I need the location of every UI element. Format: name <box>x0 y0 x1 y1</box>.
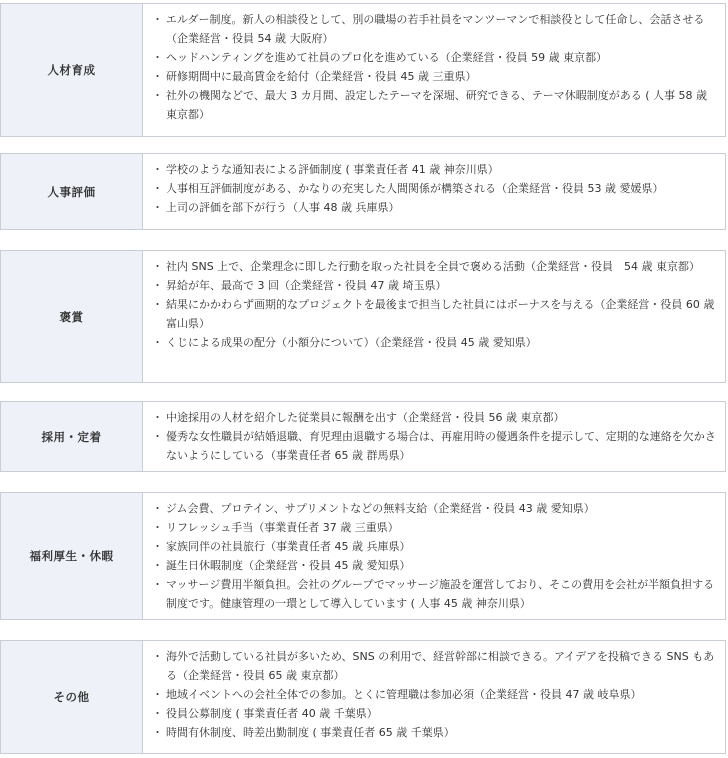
section-items <box>143 154 725 229</box>
list-item: ・ 中途採用の人材を紹介した従業員に報酬を出す（企業経営・役員 56 歳 東京都） <box>154 408 717 427</box>
list-item: ・ 役員公募制度 ( 事業責任者 40 歳 千葉県） <box>154 704 717 723</box>
section-saiyou-teichaku <box>0 401 726 472</box>
section-items <box>143 493 725 619</box>
list-item: ・ くじによる成果の配分（小額分について）（企業経営・役員 45 歳 愛知県） <box>154 333 717 352</box>
section-items <box>143 4 725 136</box>
section-jinzai-ikusei <box>0 3 726 137</box>
list-item: ・ 誕生日休暇制度（企業経営・役員 45 歳 愛知県） <box>154 556 717 575</box>
list-item: ・ エルダー制度。新人の相談役として、別の職場の若手社員をマンツーマンで相談役として任命し、会話させる（企業経営・役員 54 歳 大阪府） <box>154 10 717 48</box>
list-item: ・ 学校のような通知表による評価制度 ( 事業責任者 41 歳 神奈川県） <box>154 160 717 179</box>
section-items <box>143 251 725 382</box>
list-item: ・ リフレッシュ手当（事業責任者 37 歳 三重県） <box>154 518 717 537</box>
section-label: 人事評価 <box>1 154 143 229</box>
list-item: ・ 地域イベントへの会社全体での参加。とくに管理職は参加必須（企業経営・役員 47 歳 岐阜県） <box>154 685 717 704</box>
list-item: ・ ヘッドハンティングを進めて社員のプロ化を進めている（企業経営・役員 59 歳 東京都） <box>154 48 717 67</box>
list-item: ・ 上司の評価を部下が行う（人事 48 歳 兵庫県） <box>154 198 717 217</box>
section-items <box>143 402 725 471</box>
section-fukuri-kousei <box>0 492 726 620</box>
list-item: ・ 昇給が年、最高で 3 回（企業経営・役員 47 歳 埼玉県） <box>154 276 717 295</box>
list-item: ・ 社内 SNS 上で、企業理念に即した行動を取った社員を全員で褒める活動（企業経営・役員 54 歳 東京都） <box>154 257 717 276</box>
list-item: ・ 優秀な女性職員が結婚退職、育児理由退職する場合は、再雇用時の優遇条件を提示して、定期的な連絡を欠かさないようにしている（事業責任者 65 歳 群馬県） <box>154 427 717 465</box>
section-label: 褒賞 <box>1 251 143 382</box>
list-item: ・ 結果にかかわらず画期的なプロジェクトを最後まで担当した社員にはボーナスを与える（企業経営・役員 60 歳 富山県） <box>154 295 717 333</box>
section-label: 採用・定着 <box>1 402 143 471</box>
section-items <box>143 641 725 753</box>
section-houshou <box>0 250 726 383</box>
section-jinji-hyouka <box>0 153 726 230</box>
list-item: ・ 人事相互評価制度がある、かなりの充実した人間関係が構築される（企業経営・役員 53 歳 愛媛県） <box>154 179 717 198</box>
list-item: ・ 海外で活動している社員が多いため、SNS の利用で、経営幹部に相談できる。アイデアを投稿できる SNS もある（企業経営・役員 65 歳 東京都） <box>154 647 717 685</box>
list-item: ・ ジム会費、プロテイン、サプリメントなどの無料支給（企業経営・役員 43 歳 愛知県） <box>154 499 717 518</box>
list-item: ・ 社外の機関などで、最大 3 カ月間、設定したテーマを深堀、研究できる、テーマ休暇制度がある ( 人事 58 歳 東京都） <box>154 86 717 124</box>
list-item: ・ 家族同伴の社員旅行（事業責任者 45 歳 兵庫県） <box>154 537 717 556</box>
section-label: 福利厚生・休暇 <box>1 493 143 619</box>
list-item: ・ 研修期間中に最高賃金を給付（企業経営・役員 45 歳 三重県） <box>154 67 717 86</box>
section-sonota <box>0 640 726 754</box>
section-label: 人材育成 <box>1 4 143 136</box>
list-item: ・ マッサージ費用半額負担。会社のグループでマッサージ施設を運営しており、そこの費用を会社が半額負担する制度です。健康管理の一環として導入しています ( 人事 45 歳 神奈川県） <box>154 575 717 613</box>
section-label: その他 <box>1 641 143 753</box>
list-item: ・ 時間有休制度、時差出勤制度 ( 事業責任者 65 歳 千葉県） <box>154 723 717 742</box>
